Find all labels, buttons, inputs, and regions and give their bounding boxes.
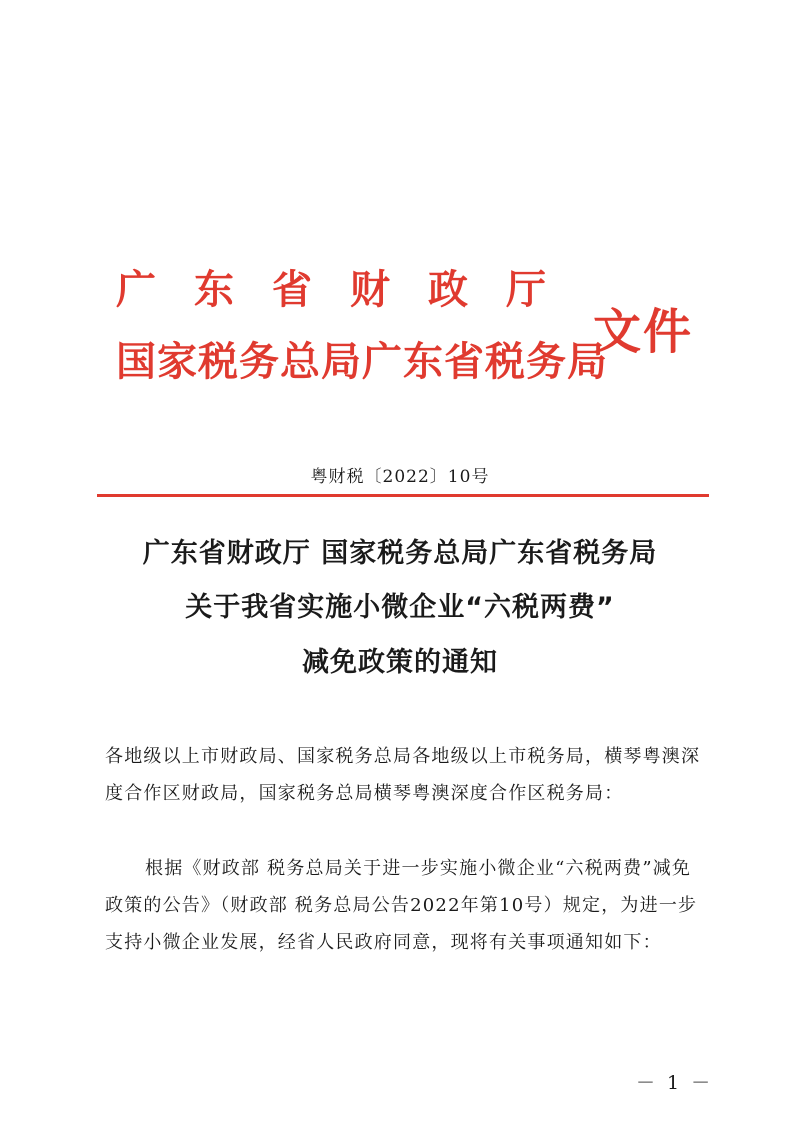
document-title-line-3: 减免政策的通知 (302, 647, 498, 678)
issuer-line-tax-bureau: 国家税务总局广东省税务局 (116, 339, 608, 385)
document-type-label: 文件 (593, 304, 694, 360)
issuer-line-finance-dept: 广东省财政厅 (116, 267, 584, 313)
document-title-line-1: 广东省财政厅 国家税务总局广东省税务局 (142, 538, 658, 569)
body-paragraph: 根据《财政部 税务总局关于进一步实施小微企业“六税两费”减免政策的公告》（财政部 税务总局公告2022年第10号）规定，为进一步支持小微企业发展，经省人民政府同意，现将有关事项通知如下： (105, 858, 698, 953)
document-number: 粤财税〔2022〕10号 (310, 467, 490, 487)
recipients-paragraph: 各地级以上市财政局、国家税务总局各地级以上市税务局，横琴粤澳深度合作区财政局，国家税务总局横琴粤澳深度合作区税务局： (105, 746, 701, 804)
page-number: － 1 － (636, 1072, 714, 1094)
red-header-divider (97, 494, 709, 497)
document-title-line-2: 关于我省实施小微企业“六税两费” (185, 592, 615, 623)
